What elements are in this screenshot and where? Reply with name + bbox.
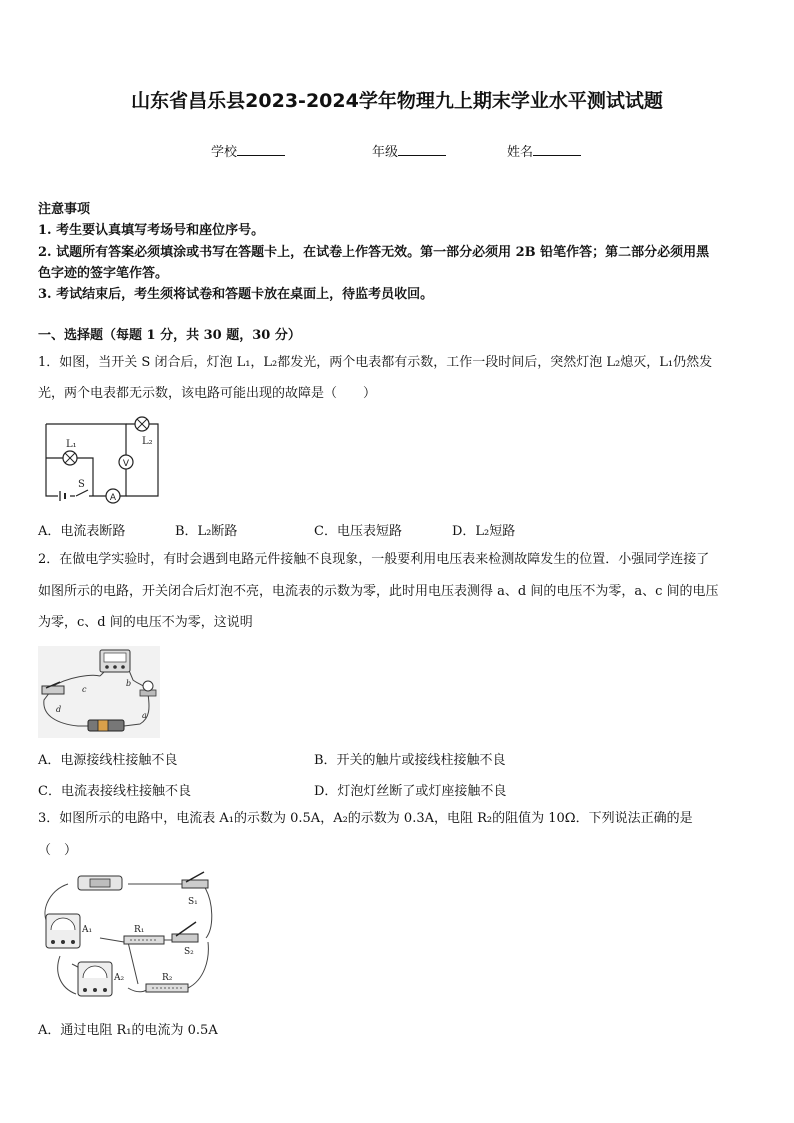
q2-text-line2: 如图所示的电路，开关闭合后灯泡不亮，电流表的示数为零，此时用电压表测得 a、d 间的电压不为零，a、c 间的电压 [38,584,719,599]
q2-option-d: D．灯泡灯丝断了或灯座接触不良 [314,784,507,799]
ammeter-icon [100,650,130,672]
point-c-label: c [82,685,87,694]
lamp-l1-label: L₁ [66,439,77,450]
q2-option-b: B．开关的触片或接线柱接触不良 [314,753,506,768]
q3-circuit-photo [38,868,218,1004]
grade-blank [398,143,446,156]
section-heading: 一、选择题（每题 1 分，共 30 题，30 分） [38,328,301,343]
ammeter-label: A [109,493,117,503]
switch-s2-label: S₂ [184,947,194,957]
q2-text-line1: 2．在做电学实验时，有时会遇到电路元件接触不良现象，一般要利用电压表来检测故障发生的位置．小强同学连接了 [38,552,710,567]
q1-option-b: B．L₂断路 [175,524,238,539]
q1-option-d: D．L₂短路 [452,524,516,539]
point-d-label: d [56,705,62,714]
note-item: 色字迹的签字笔作答。 [38,266,169,281]
note-item: 2. 试题所有答案必须填涂或书写在答题卡上，在试卷上作答无效。第一部分必须用 2B 铅笔作答；第二部分必须用黑 [38,245,710,260]
q1-option-a: A．电流表断路 [38,524,126,539]
lamp-l2-icon [135,417,149,431]
name-field [507,141,581,160]
resistor-r2-label: R₂ [162,973,173,983]
school-label: 学校 [211,145,238,160]
voltmeter-icon [119,455,133,469]
name-label: 姓名 [507,145,534,160]
switch-s1-label: S₁ [188,897,198,907]
point-a-label: a [142,711,147,720]
switch-s1-icon [182,872,208,888]
lamp-l1-icon [63,451,77,465]
q3-option-a: A．通过电阻 R₁的电流为 0.5A [38,1023,218,1038]
note-item: 3. 考试结束后，考生须将试卷和答题卡放在桌面上，待监考员收回。 [38,287,434,302]
ammeter-a2-label: A₂ [114,973,125,983]
battery-icon [88,720,124,731]
note-item: 1. 考生要认真填写考场号和座位序号。 [38,223,265,238]
battery-icon [58,490,70,502]
ammeter-a1-icon [46,914,80,948]
resistor-r1-label: R₁ [134,925,145,935]
q2-option-a: A．电源接线柱接触不良 [38,753,178,768]
notes-heading: 注意事项 [38,202,91,217]
ammeter-icon [106,489,120,503]
q2-circuit-photo [38,646,160,738]
switch-s-icon [75,490,89,500]
ammeter-a2-icon [78,962,112,996]
resistor-r1-icon [124,936,164,944]
q2-option-c: C．电流表接线柱接触不良 [38,784,191,799]
school-field [211,141,285,160]
voltmeter-label: V [122,459,130,469]
q3-text-line2: （ ） [38,843,78,858]
q1-text-line1: 1．如图，当开关 S 闭合后，灯泡 L₁，L₂都发光，两个电表都有示数，工作一段时间后，突然灯泡 L₂熄灭，L₁仍然发 [38,355,713,370]
school-blank [237,143,285,156]
q3-text-line1: 3．如图所示的电路中，电流表 A₁的示数为 0.5A，A₂的示数为 0.3A，电阻 R₂的阻值为 10Ω．下列说法正确的是 [38,811,693,826]
q1-circuit-diagram [38,414,168,506]
name-blank [533,143,581,156]
switch-s-label: S [78,479,85,490]
switch-s2-icon [172,922,198,942]
point-b-label: b [126,679,132,688]
lamp-l2-label: L₂ [142,436,153,447]
battery-icon [78,876,122,890]
grade-label: 年级 [372,145,399,160]
ammeter-a1-label: A₁ [82,925,93,935]
resistor-r2-icon [146,984,188,992]
q1-option-c: C．电压表短路 [314,524,402,539]
grade-field [372,141,446,160]
q1-text-line2: 光，两个电表都无示数，该电路可能出现的故障是（ ） [38,386,377,401]
q2-text-line3: 为零，c、d 间的电压不为零，这说明 [38,615,253,630]
page-title: 山东省昌乐县2023-2024学年物理九上期末学业水平测试试题 [131,90,663,112]
